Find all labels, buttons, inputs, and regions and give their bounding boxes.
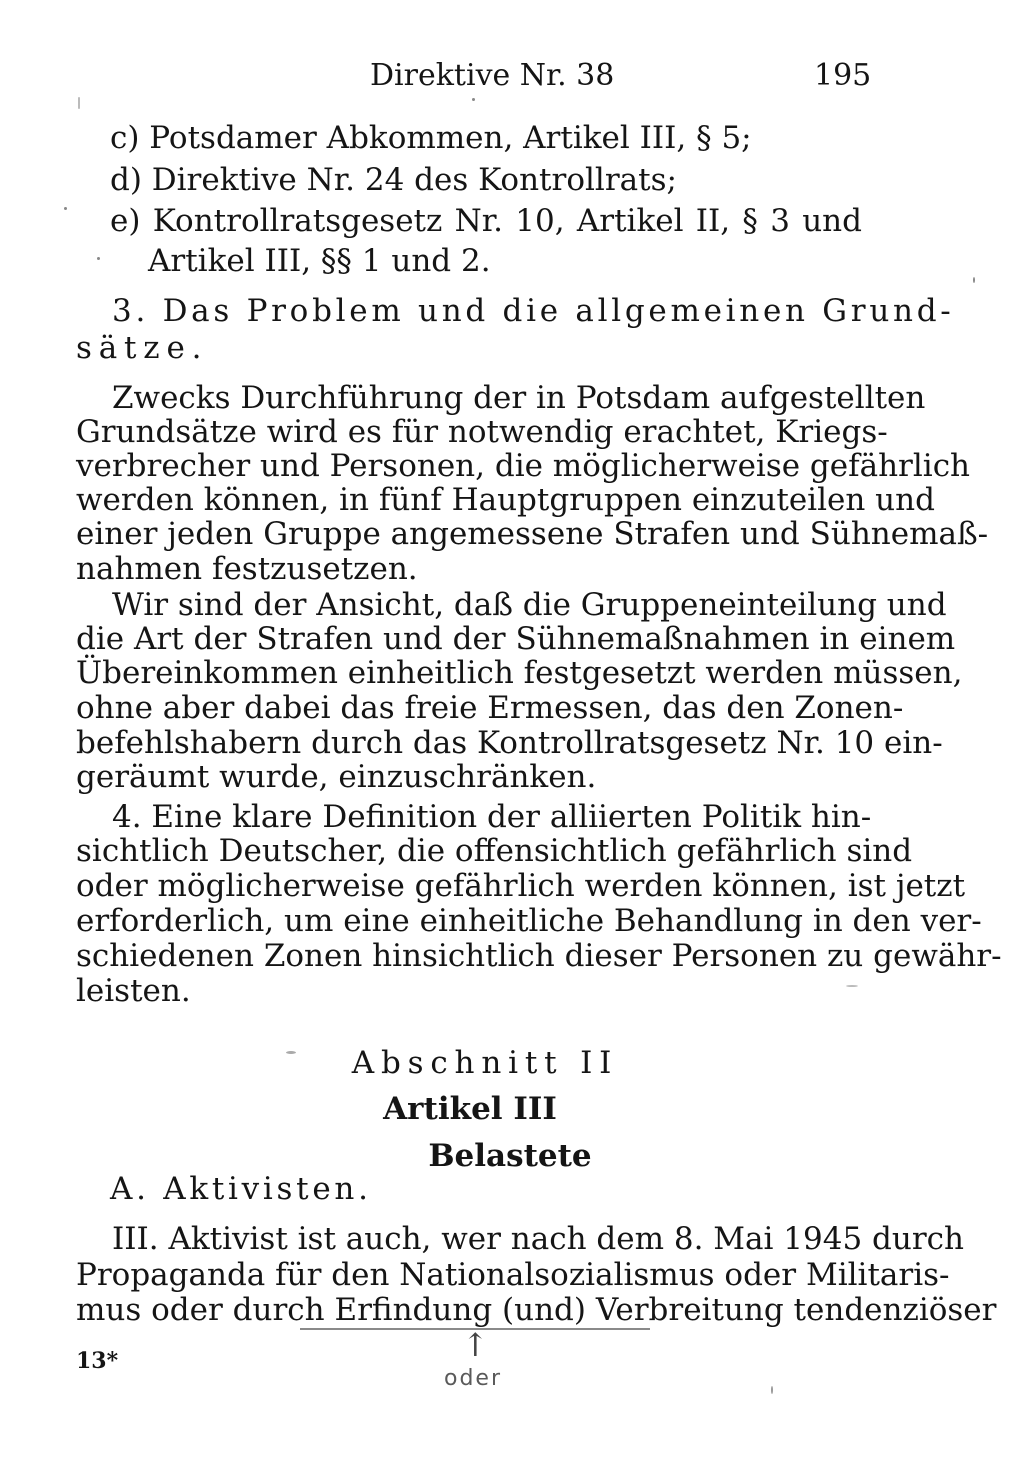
paragraph4-line: Propaganda für den Nationalsozialismus oder Militaris- [76,1257,950,1293]
paragraph2-line: die Art der Strafen und der Sühnemaßnahmen in einem [76,621,956,657]
belastete-heading: Belastete [428,1138,592,1174]
scan-speck [286,1051,296,1054]
scan-speck [78,97,80,109]
scan-speck [472,98,475,101]
paragraph2-line: befehlshabern durch das Kontrollratsgesetz Nr. 10 ein- [76,725,943,761]
paragraph3-line: 4. Eine klare Definition der alliierten Politik hin- [112,799,872,835]
aktivisten-subheading: A. Aktivisten. [110,1171,372,1207]
artikel-heading: Artikel III [383,1091,557,1127]
scan-speck [973,277,975,283]
paragraph1-line: verbrecher und Personen, die möglicherweise gefährlich [76,448,971,484]
paragraph1-line: Zwecks Durchführung der in Potsdam aufgestellten [112,380,926,416]
paragraph1-line: einer jeden Gruppe angemessene Strafen und Sühnemaß- [76,516,989,552]
list-item-c: c) Potsdamer Abkommen, Artikel III, § 5; [110,120,752,156]
scan-speck [97,257,100,260]
section3-heading-line2: sätze. [76,330,209,366]
paragraph3-line: oder möglicherweise gefährlich werden können, ist jetzt [76,868,966,904]
paragraph4-line: mus oder durch Erfindung (und) Verbreitung tendenziöser [76,1292,997,1328]
paragraph2-line: Übereinkommen einheitlich festgesetzt werden müssen, [76,655,963,691]
paragraph3-line: leisten. [76,973,191,1009]
list-item-d: d) Direktive Nr. 24 des Kontrollrats; [110,162,677,198]
abschnitt-heading: Abschnitt II [351,1045,619,1081]
paragraph2-line: ohne aber dabei das freie Ermessen, das den Zonen- [76,690,904,726]
paragraph3-line: sichtlich Deutscher, die offensichtlich gefährlich sind [76,833,913,869]
paragraph2-line: geräumt wurde, einzuschränken. [76,759,597,795]
signature-mark: 13* [76,1348,119,1374]
running-title: Direktive Nr. 38 [370,58,615,93]
paragraph1-line: Grundsätze wird es für notwendig erachtet, Kriegs- [76,414,888,450]
paragraph2-line: Wir sind der Ansicht, daß die Gruppeneinteilung und [112,587,947,623]
scan-speck [846,985,858,987]
paragraph3-line: schiedenen Zonen hinsichtlich dieser Personen zu gewähr- [76,938,1002,974]
paragraph1-line: nahmen festzusetzen. [76,551,418,587]
page-number: 195 [814,58,872,93]
pencil-arrow-icon: ↑ [462,1326,489,1364]
scan-speck [64,207,67,210]
list-item-e: e) Kontrollratsgesetz Nr. 10, Artikel II, § 3 und [110,203,862,239]
handwritten-note: oder [444,1366,503,1391]
paragraph4-line: III. Aktivist ist auch, wer nach dem 8. Mai 1945 durch [112,1221,965,1257]
section3-heading-line1: 3. Das Problem und die allgemeinen Grund- [112,293,955,329]
scan-speck [771,1386,773,1394]
list-item-e-continuation: Artikel III, §§ 1 und 2. [148,243,491,279]
paragraph3-line: erforderlich, um eine einheitliche Behandlung in den ver- [76,903,982,939]
paragraph1-line: werden können, in fünf Hauptgruppen einzuteilen und [76,482,935,518]
